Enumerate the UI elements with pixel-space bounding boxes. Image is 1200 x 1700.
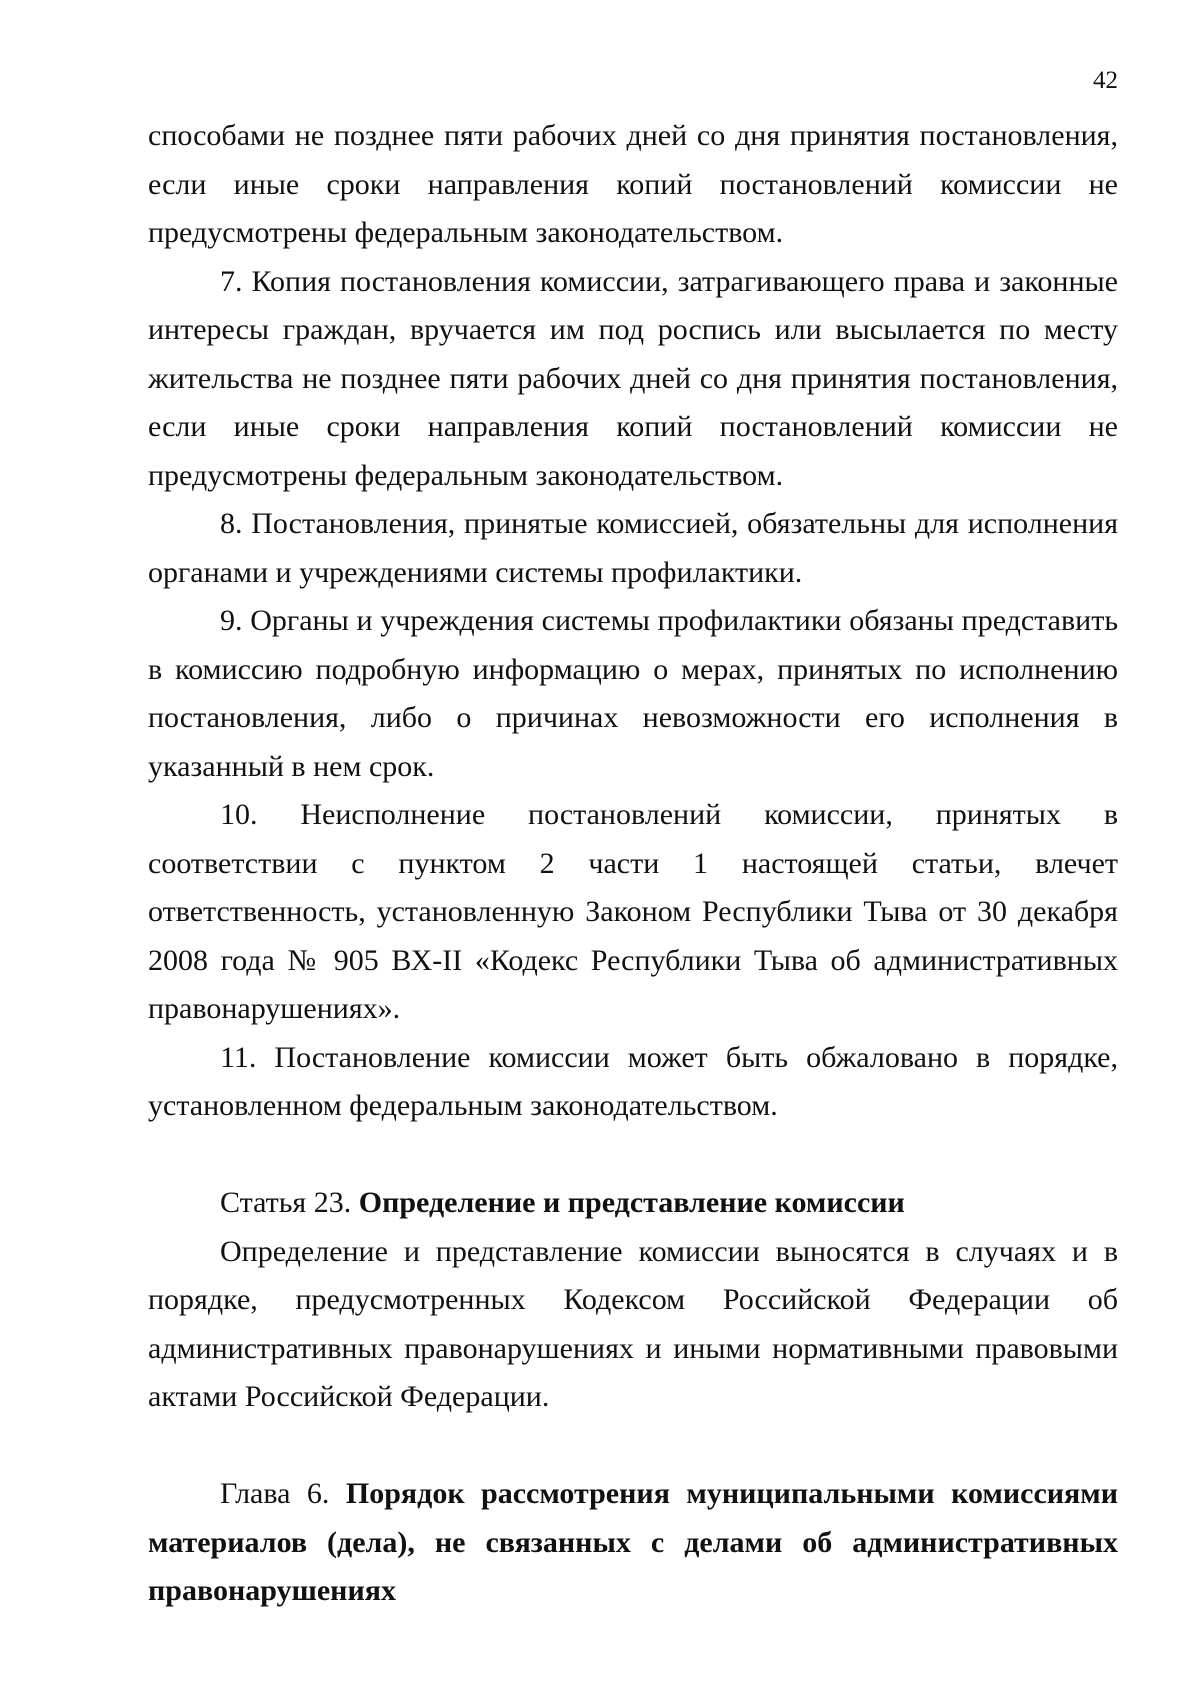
chapter-6-heading — [148, 1470, 1118, 1616]
article-23-title: Определение и представление комиссии — [358, 1186, 905, 1219]
document-body — [148, 112, 1118, 1616]
article-23-heading — [148, 1179, 1118, 1228]
paragraph-11: 11. Постановление комиссии может быть обжаловано в порядке, установленном федеральным законодательством. — [148, 1040, 1118, 1122]
chapter-6-label: Глава 6. — [220, 1477, 330, 1510]
section-spacer — [148, 1422, 1118, 1471]
paragraph-10: 10. Неисполнение постановлений комиссии, принятых в соответствии с пунктом 2 части 1 настоящей статьи, влечет ответственность, установленную Законом Республики Тыва от 30 декабря 2008 года № 905 ВХ-II «Кодекс Республики Тыва об административных правонарушениях». — [148, 798, 1118, 1025]
paragraph-8: 8. Постановления, принятые комиссией, обязательны для исполнения органами и учреждениями системы профилактики. — [148, 507, 1118, 589]
paragraph-7: 7. Копия постановления комиссии, затрагивающего права и законные интересы граждан, вручается им под роспись или высылается по месту жительства не позднее пяти рабочих дней со дня принятия постановления, если иные сроки направления копий постановлений комиссии не предусмотрены федеральным законодательством. — [148, 264, 1118, 492]
section-spacer — [148, 1131, 1118, 1180]
paragraph-continuation: способами не позднее пяти рабочих дней со дня принятия постановления, если иные сроки направления копий постановлений комиссии не предусмотрены федеральным законодательством. — [148, 119, 1118, 249]
article-23-label: Статья 23. — [220, 1186, 352, 1219]
paragraph-9: 9. Органы и учреждения системы профилактики обязаны представить в комиссию подробную информацию о мерах, принятых по исполнению постановления, либо о причинах невозможности его исполнения в указанный в нем срок. — [148, 604, 1118, 783]
chapter-6-title: Порядок рассмотрения муниципальными комиссиями материалов (дела), не связанных с делами об административных правонарушениях — [148, 1477, 1118, 1607]
article-23-text: Определение и представление комиссии выносятся в случаях и в порядке, предусмотренных Кодексом Российской Федерации об административных правонарушениях и иными нормативными правовыми актами Российской Федерации. — [148, 1234, 1118, 1413]
page-number: 42 — [1093, 67, 1118, 94]
